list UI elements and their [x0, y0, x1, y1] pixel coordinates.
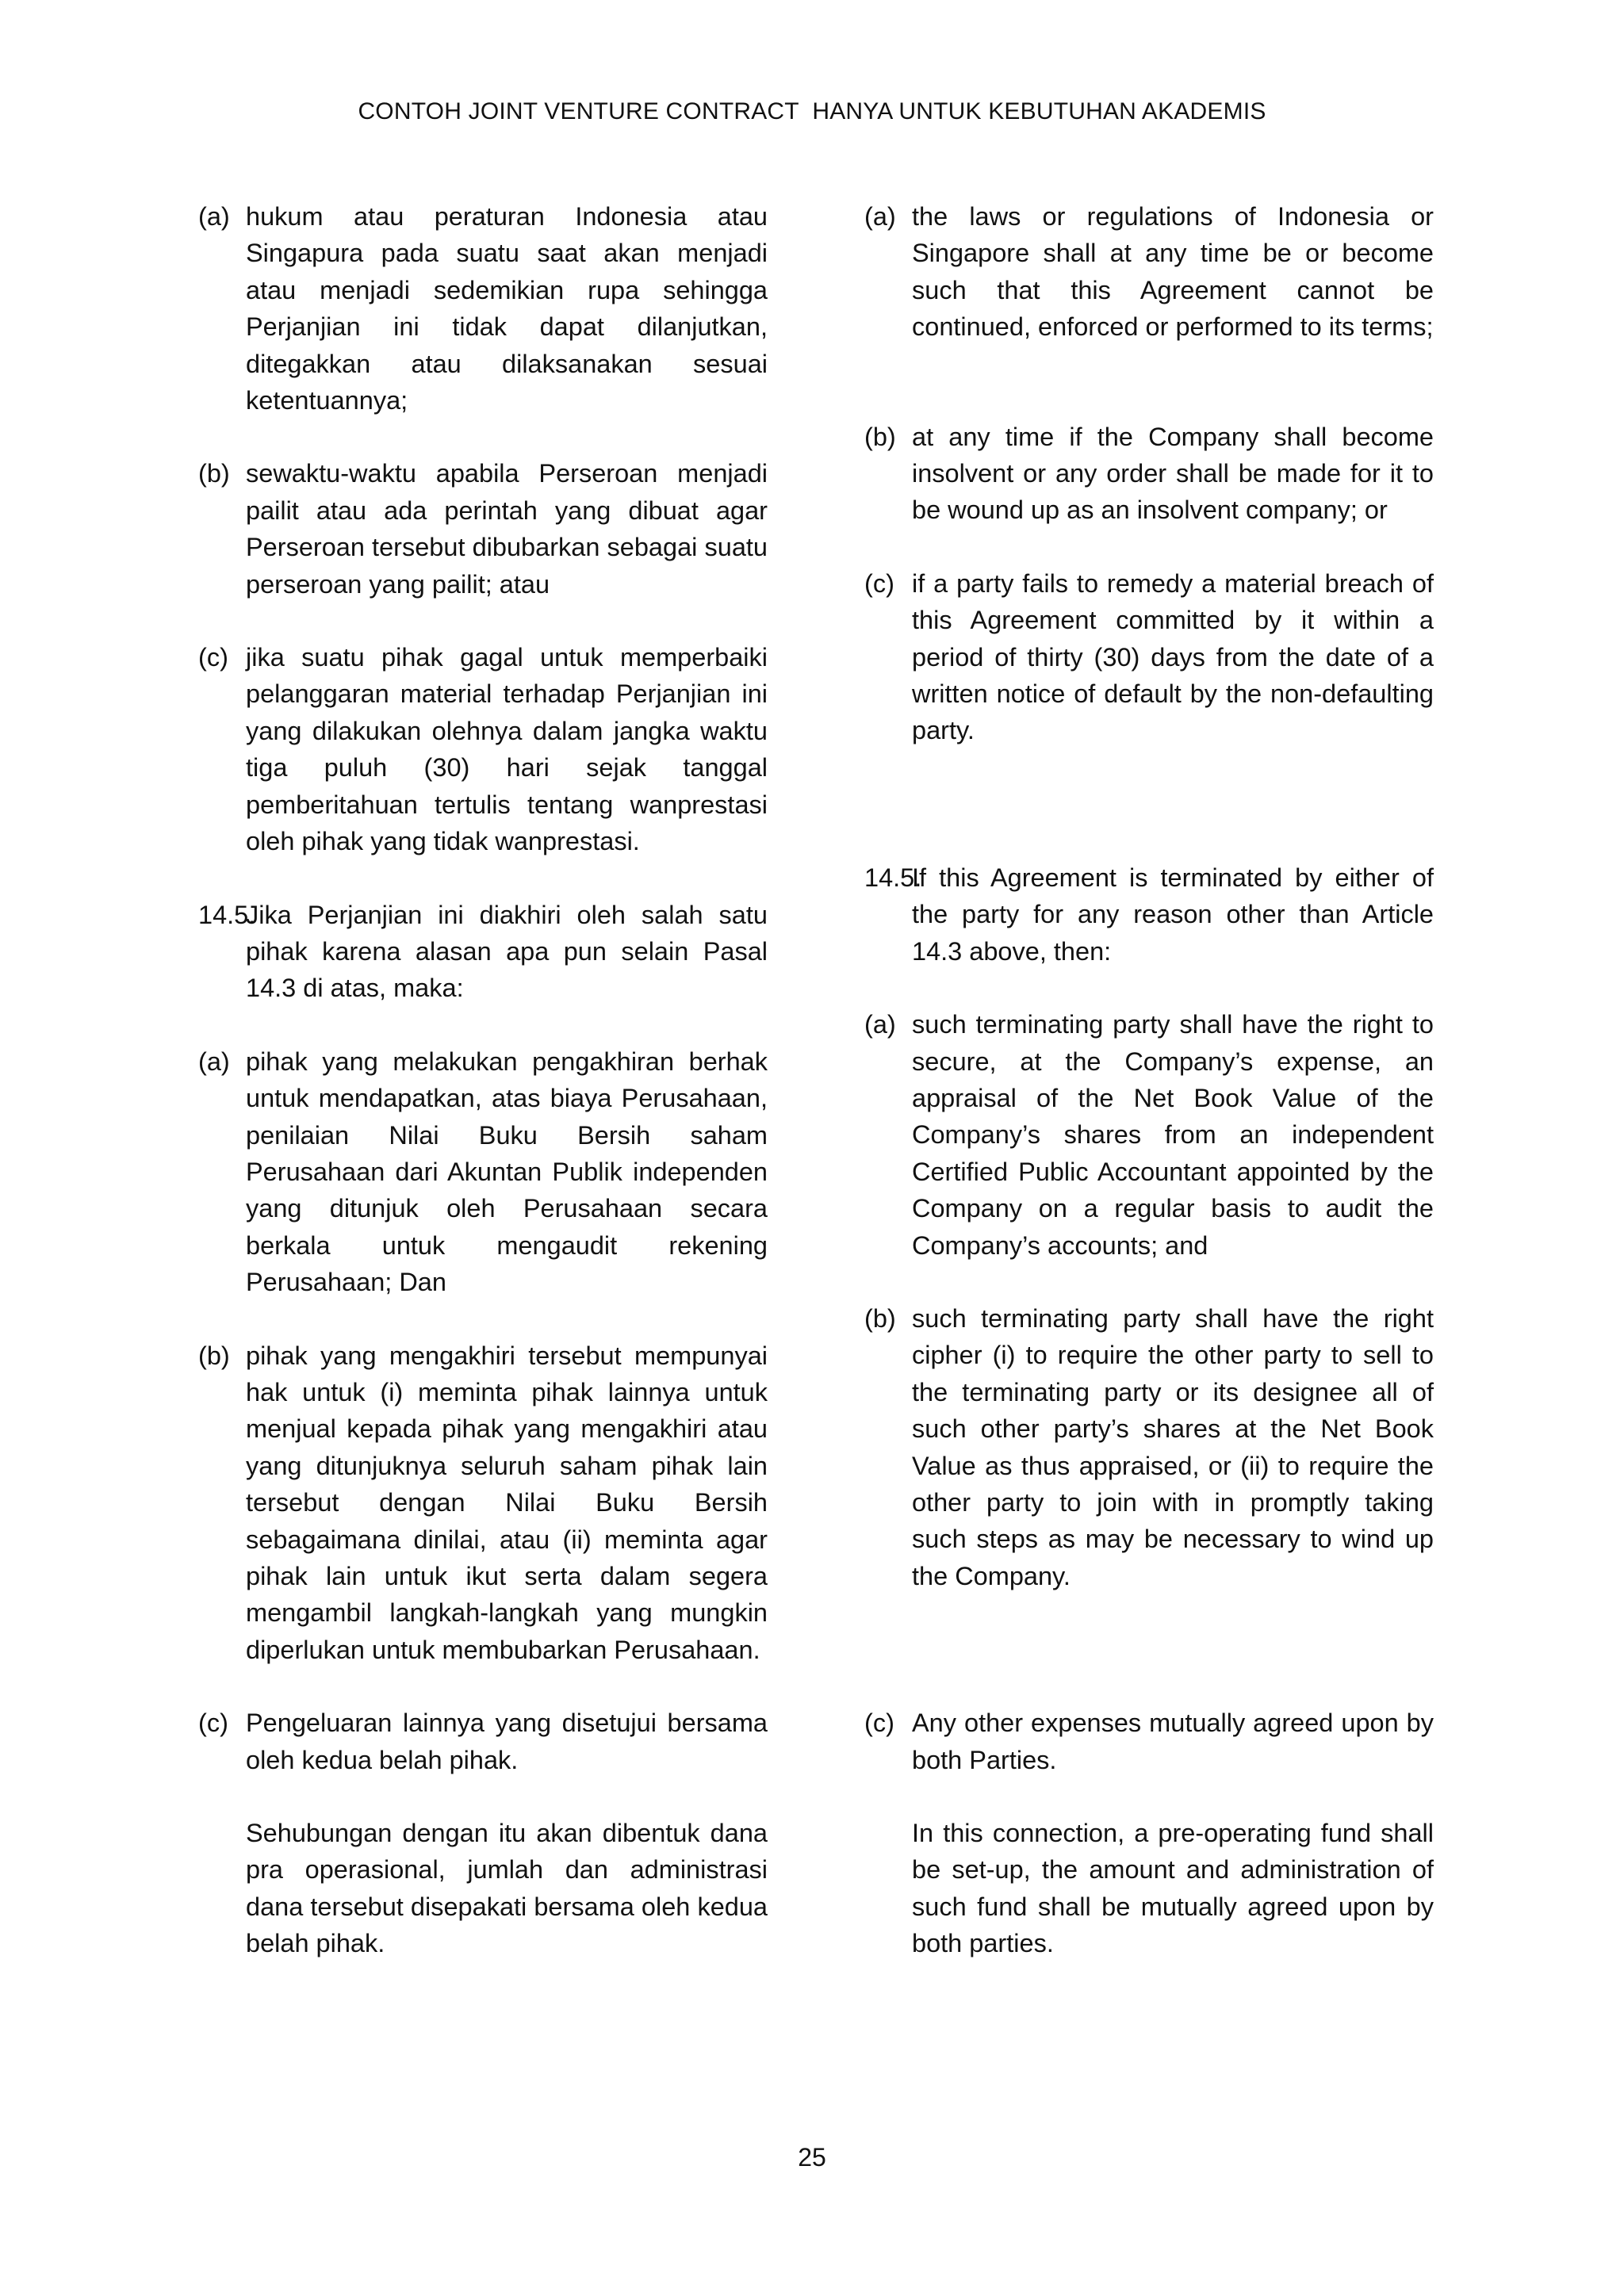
- clause-en-c-expenses: [864, 1705, 1434, 1778]
- clause-label: 14.5.: [864, 863, 922, 892]
- clause-id-c-expenses: [198, 1705, 768, 1778]
- clause-label: (b): [198, 459, 230, 488]
- clause-text: Any other expenses mutually agreed upon by both Parties.: [912, 1709, 1434, 1774]
- clause-text: Pengeluaran lainnya yang disetujui bersama oleh kedua belah pihak.: [246, 1709, 768, 1774]
- clause-label: 14.5.: [198, 900, 256, 929]
- clause-text: Jika Perjanjian ini diakhiri oleh salah satu pihak karena alasan apa pun selain Pasal 14.3 di atas, maka:: [246, 900, 768, 1003]
- clause-label: (b): [864, 1303, 896, 1333]
- page-header: CONTOH JOINT VENTURE CONTRACT HANYA UNTUK KEBUTUHAN AKADEMIS: [358, 98, 1266, 124]
- clause-text: sewaktu-waktu apabila Perseroan menjadi pailit atau ada perintah yang dibuat agar Perseroan tersebut dibubarkan sebagai suatu perseroan yang pailit; atau: [246, 459, 768, 599]
- clause-text: In this connection, a pre-operating fund shall be set-up, the amount and administration of such fund shall be mutually agreed upon by both parties.: [912, 1819, 1434, 1958]
- clause-text: pihak yang mengakhiri tersebut mempunyai hak untuk (i) meminta pihak lainnya untuk menjual kepada pihak yang mengakhiri atau yang ditunjuknya seluruh saham pihak lain tersebut dengan Nilai Buku Bersih sebagaimana dinilai, atau (ii) meminta agar pihak lain untuk ikut serta dalam segera mengambil langkah-langkah yang mungkin diperlukan untuk membubarkan Perusahaan.: [246, 1341, 768, 1664]
- clause-text: such terminating party shall have the right to secure, at the Company’s expense, an appraisal of the Net Book Value of the Company’s shares from an independent Certified Public Accountant appointed by the Company on a regular basis to audit the Company’s accounts; and: [912, 1010, 1434, 1260]
- clause-en-a-laws: [864, 198, 1434, 346]
- clause-text: at any time if the Company shall become insolvent or any order shall be made for it to be wound up as an insolvent company; or: [912, 422, 1434, 525]
- clause-label: (b): [198, 1341, 230, 1370]
- clause-text: Sehubungan dengan itu akan dibentuk dana pra operasional, jumlah dan administrasi dana tersebut disepakati bersama oleh kedua belah pihak.: [246, 1819, 768, 1958]
- clause-en-b-insolvent: [864, 419, 1434, 529]
- clause-label: (a): [864, 1010, 896, 1039]
- clause-text: If this Agreement is terminated by either of the party for any reason other than Article 14.3 above, then:: [912, 863, 1434, 966]
- clause-text: pihak yang melakukan pengakhiran berhak untuk mendapatkan, atas biaya Perusahaan, penilaian Nilai Buku Bersih saham Perusahaan dari Akuntan Publik independen yang ditunjuk oleh Perusahaan secara berkala untuk mengaudit rekening Perusahaan; Dan: [246, 1047, 768, 1297]
- clause-id-14-5: [198, 897, 768, 1007]
- clause-en-a-appraisal: [864, 1006, 1434, 1264]
- clause-label: (c): [198, 1709, 228, 1738]
- clause-id-b-insolvent: [198, 455, 768, 603]
- clause-label: (c): [198, 643, 228, 672]
- clause-id-b-sell-shares: [198, 1337, 768, 1669]
- clause-text: such terminating party shall have the right cipher (i) to require the other party to sell to the terminating party or its designee all of such other party’s shares at the Net Book Value as thus appraised, or (ii) to require the other party to join with in promptly taking such steps as may be necessary to wind up the Company.: [912, 1303, 1434, 1590]
- indonesian-column: [198, 198, 768, 1962]
- clause-label: (c): [864, 1709, 894, 1738]
- clause-text: jika suatu pihak gagal untuk memperbaiki pelanggaran material terhadap Perjanjian ini yang dilakukan olehnya dalam jangka waktu tiga puluh (30) hari sejak tanggal pemberitahuan tertulis tentang wanprestasi oleh pihak yang tidak wanprestasi.: [246, 643, 768, 856]
- clause-text: the laws or regulations of Indonesia or Singapore shall at any time be or become such that this Agreement cannot be continued, enforced or performed to its terms;: [912, 202, 1434, 342]
- clause-text: hukum atau peraturan Indonesia atau Singapura pada suatu saat akan menjadi atau menjadi sedemikian rupa sehingga Perjanjian ini tidak dapat dilanjutkan, ditegakkan atau dilaksanakan sesuai ketentuannya;: [246, 202, 768, 415]
- page-number: 25: [798, 2143, 826, 2172]
- clause-id-a-laws: [198, 198, 768, 419]
- clause-label: (b): [864, 422, 896, 451]
- clause-en-14-5: [864, 859, 1434, 970]
- clause-id-a-appraisal: [198, 1043, 768, 1301]
- clause-id-fund: [198, 1815, 768, 1962]
- clause-label: (a): [864, 202, 896, 231]
- english-column: [864, 198, 1434, 1962]
- clause-label: (c): [864, 568, 894, 598]
- clause-en-b-sell-shares: [864, 1300, 1434, 1594]
- clause-label: (a): [198, 1047, 230, 1076]
- clause-en-fund: [864, 1815, 1434, 1962]
- clause-id-c-breach: [198, 639, 768, 859]
- clause-text: if a party fails to remedy a material breach of this Agreement committed by it within a period of thirty (30) days from the date of a written notice of default by the non-defaulting party.: [912, 568, 1434, 745]
- clause-en-c-breach: [864, 565, 1434, 749]
- clause-label: (a): [198, 202, 230, 231]
